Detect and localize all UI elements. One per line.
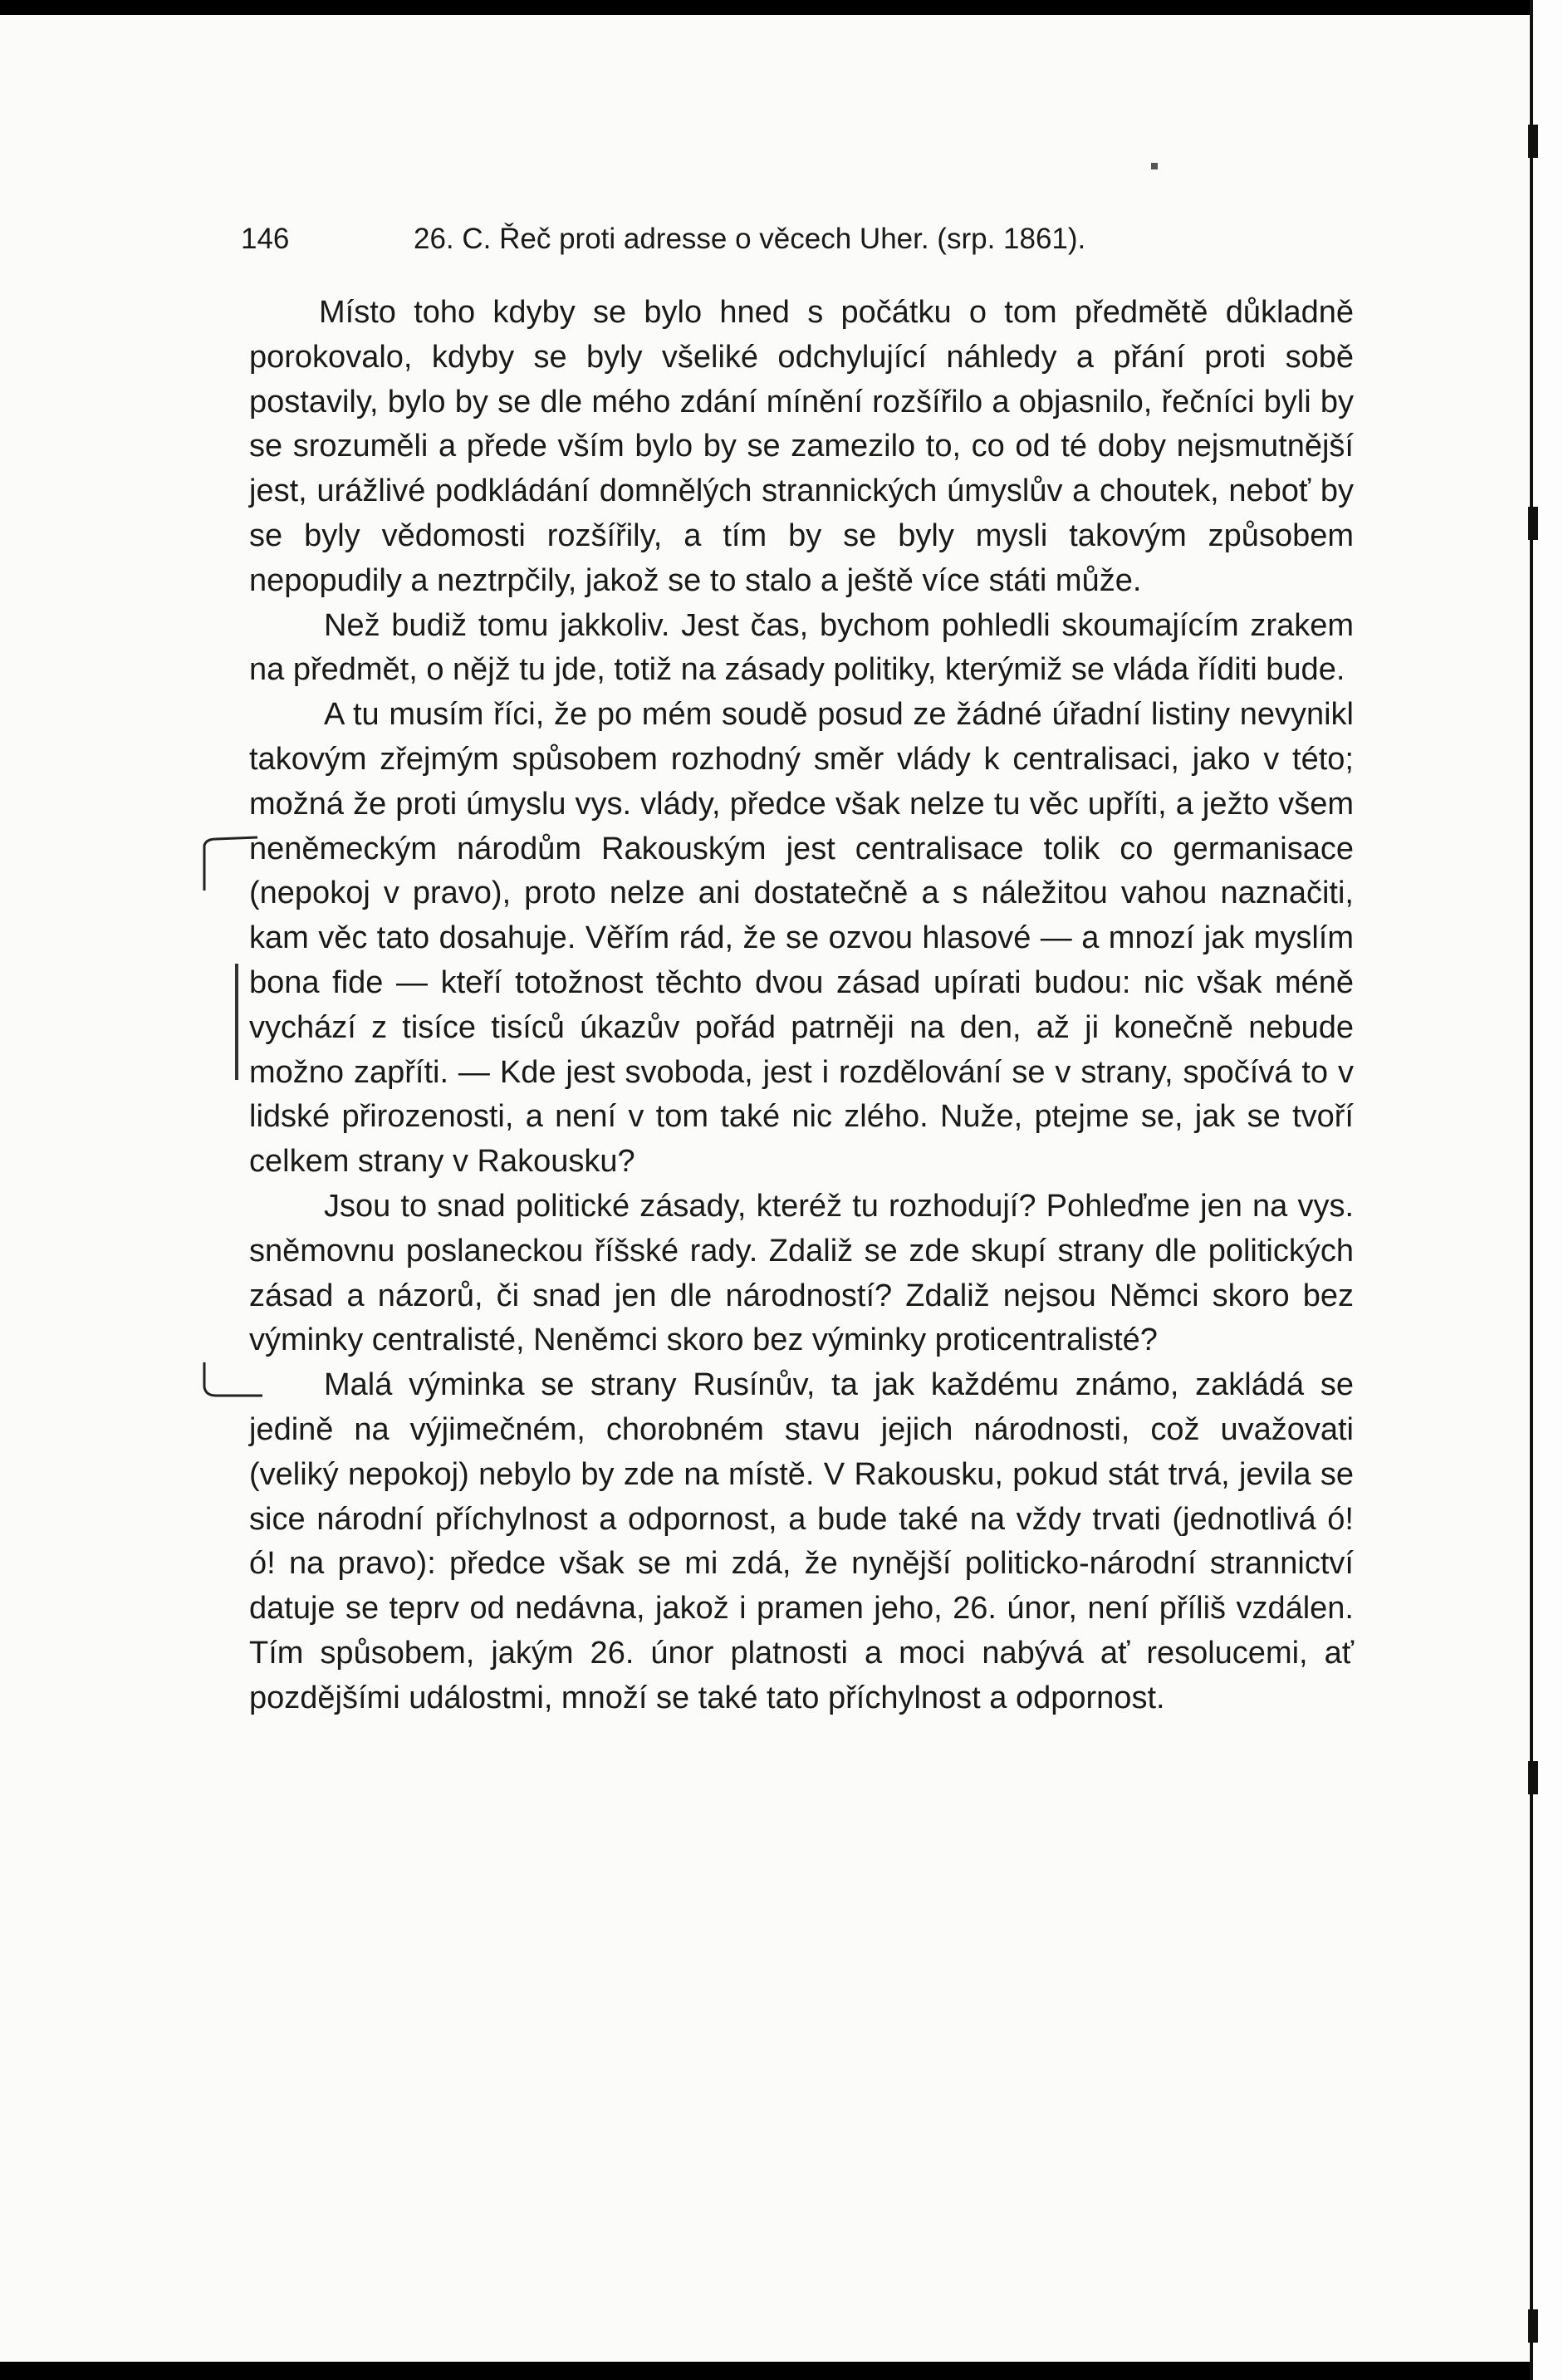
paragraph: A tu musím říci, že po mém soudě posud ze žádné úřadní listiny nevynikl takovým zřejmým spůsobem rozhodný směr vlády k centralisaci, jako v této; možná že proti úmyslu vys. vlády, předce však nelze tu věc upříti, a ježto všem neněmeckým národům Rakouským jest centralisace tolik co germanisace (nepokoj v pravo), proto nelze ani dostatečně a s náležitou vahou naznačiti, kam věc tato dosahuje. Věřím rád, že se ozvou hlasové — a mnozí jak myslím bona fide — kteří totožnost těchto dvou zásad upírati budou: nic však méně vychází z tisíce tisíců úkazův pořád patrněji na den, až ji konečně nebude možno zapříti. — Kde jest svoboda, jest i rozdělování se v strany, spočívá to v lidské přirozenosti, a není v tom také nic zlého. Nuže, ptejme se, jak se tvoří celkem strany v Rakousku?: [249, 697, 1354, 1180]
page-number: 146: [241, 223, 290, 255]
paragraph: Malá výminka se strany Rusínův, ta jak každému známo, zakládá se jedině na výjimečném, chorobném stavu jejich národnosti, což uvažovati (veliký nepokoj) nebylo by zde na místě. V Rakousku, pokud stát trvá, jevila se sice národní příchylnost a odpornost, a bude také na vždy trvati (jednotlivá ó! ó! na pravo): předce však se mi zdá, že nynější politicko-národní strannictví datuje se teprv od nedávna, jakož i pramen jeho, 26. únor, není příliš vzdálen. Tím spůsobem, jakým 26. únor platnosti a moci nabývá ať resolucemi, ať pozdějšími událostmi, množí se také tato příchylnost a odpornost.: [249, 1367, 1354, 1715]
scan-right-edge: [1530, 0, 1563, 2380]
body-text: [249, 291, 1354, 1721]
edge-mark: [1528, 125, 1538, 158]
margin-bracket-bottom: [198, 1362, 264, 1404]
margin-bracket-line: [235, 964, 238, 1080]
paragraph: Místo toho kdyby se bylo hned s počátku o tom předmětě důkladně porokovalo, kdyby se byly všeliké odchylující náhledy a přání proti sobě postavily, bylo by se dle mého zdání mínění rozšířilo a objasnilo, řečníci byli by se srozuměli a přede vším bylo by se zamezilo to, co od té doby nejsmutnější jest, urážlivé podkládání domnělých strannických úmyslův a choutek, neboť by se byly vědomosti rozšířily, a tím by se byly mysli takovým způsobem nepopudily a neztrpčily, jakož se to stalo a ještě více státi může.: [249, 295, 1354, 598]
margin-bracket-top: [199, 834, 266, 892]
scan-speck: [1151, 163, 1158, 169]
edge-mark: [1528, 1761, 1538, 1794]
edge-mark: [1528, 507, 1538, 540]
paragraph: Než budiž tomu jakkoliv. Jest čas, bychom pohledli skoumajícím zrakem na předmět, o nějž tu jde, totiž na zásady politiky, kterýmiž se vláda říditi bude.: [249, 607, 1354, 688]
paragraph: Jsou to snad politické zásady, kteréž tu rozhodují? Pohleďme jen na vys. sněmovnu poslaneckou říšské rady. Zdaliž se zde skupí strany dle politických zásad a názorů, či snad jen dle národností? Zdaliž nejsou Němci skoro bez výminky centralisté, Neněmci skoro bez výminky proticentralisté?: [249, 1188, 1354, 1358]
running-title: 26. C. Řeč proti adresse o věcech Uher. (srp. 1861).: [414, 223, 1086, 255]
edge-mark: [1528, 2309, 1538, 2343]
